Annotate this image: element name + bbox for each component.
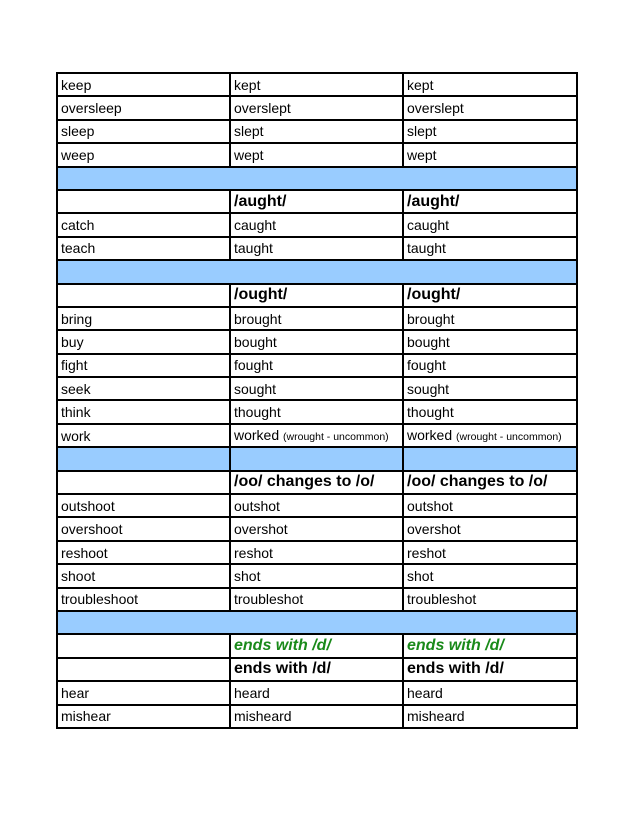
base-form-cell bbox=[57, 517, 230, 540]
cell-text: shot bbox=[407, 567, 434, 584]
base-form-cell bbox=[57, 377, 230, 400]
past-participle-cell bbox=[403, 541, 577, 564]
cell-text: mishear bbox=[61, 708, 111, 725]
past-participle-cell bbox=[403, 705, 577, 728]
past-simple-cell bbox=[230, 190, 403, 213]
past-simple-cell bbox=[230, 471, 403, 494]
cell-text: bring bbox=[61, 310, 93, 327]
verb-row bbox=[57, 73, 577, 96]
cell-text: thought bbox=[234, 404, 281, 421]
past-simple-cell bbox=[230, 307, 403, 330]
cell-text: slept bbox=[407, 123, 437, 140]
cell-text: misheard bbox=[407, 708, 465, 725]
cell-text: teach bbox=[61, 240, 96, 257]
cell-text: ends with /d/ bbox=[234, 660, 331, 678]
separator-cell bbox=[57, 260, 577, 283]
base-form-cell bbox=[57, 681, 230, 704]
cell-text: troubleshoot bbox=[61, 591, 139, 608]
verb-row bbox=[57, 424, 577, 447]
base-form-cell bbox=[57, 73, 230, 96]
usage-note: (wrought - uncommon) bbox=[456, 430, 562, 443]
base-form-cell bbox=[57, 330, 230, 353]
cell-text: /aught/ bbox=[234, 192, 287, 210]
past-simple-cell bbox=[230, 213, 403, 236]
cell-text: kept bbox=[407, 76, 434, 93]
verb-row bbox=[57, 564, 577, 587]
cell-text: think bbox=[61, 404, 91, 421]
cell-text: taught bbox=[407, 240, 446, 257]
cell-text: hear bbox=[61, 684, 90, 701]
verb-row bbox=[57, 588, 577, 611]
cell-text: overshot bbox=[234, 521, 288, 538]
past-participle-cell bbox=[403, 681, 577, 704]
past-simple-cell bbox=[230, 120, 403, 143]
past-simple-cell bbox=[230, 517, 403, 540]
verb-row bbox=[57, 143, 577, 166]
past-simple-cell bbox=[230, 96, 403, 119]
base-form-cell bbox=[57, 96, 230, 119]
base-form-cell bbox=[57, 237, 230, 260]
cell-text: /aught/ bbox=[407, 192, 460, 210]
past-participle-cell bbox=[403, 143, 577, 166]
cell-text: work bbox=[61, 427, 91, 444]
past-participle-cell bbox=[403, 471, 577, 494]
verb-row bbox=[57, 541, 577, 564]
cell-text: reshot bbox=[234, 544, 273, 561]
past-participle-cell bbox=[403, 237, 577, 260]
cell-text: brought bbox=[234, 310, 282, 327]
cell-text: sleep bbox=[61, 123, 95, 140]
base-form-cell bbox=[57, 634, 230, 657]
base-form-cell bbox=[57, 284, 230, 307]
base-form-cell bbox=[57, 658, 230, 681]
base-form-cell bbox=[57, 190, 230, 213]
cell-text: ends with /d/ bbox=[234, 637, 331, 655]
past-participle-cell bbox=[403, 377, 577, 400]
cell-text: bought bbox=[407, 333, 450, 350]
base-form-cell bbox=[57, 307, 230, 330]
cell-text: ends with /d/ bbox=[407, 660, 504, 678]
cell-text: outshot bbox=[234, 497, 280, 514]
past-simple-cell bbox=[230, 377, 403, 400]
past-simple-cell bbox=[230, 494, 403, 517]
past-simple-cell bbox=[230, 658, 403, 681]
past-participle-cell bbox=[403, 588, 577, 611]
section-separator-row bbox=[57, 611, 577, 634]
cell-text: outshot bbox=[407, 497, 453, 514]
cell-text: fought bbox=[407, 357, 446, 374]
base-form-cell bbox=[57, 120, 230, 143]
past-simple-cell bbox=[230, 681, 403, 704]
past-participle-cell bbox=[403, 564, 577, 587]
past-participle-cell bbox=[403, 330, 577, 353]
past-simple-cell bbox=[230, 424, 403, 447]
pattern-header-row bbox=[57, 634, 577, 657]
past-simple-cell bbox=[230, 354, 403, 377]
cell-text: worked bbox=[407, 426, 453, 443]
base-form-cell bbox=[57, 564, 230, 587]
verb-table-body bbox=[57, 73, 577, 728]
irregular-verbs-table bbox=[56, 72, 578, 729]
verb-row bbox=[57, 237, 577, 260]
pattern-header-row bbox=[57, 658, 577, 681]
past-simple-cell bbox=[230, 237, 403, 260]
cell-text: weep bbox=[61, 146, 95, 163]
cell-text: overslept bbox=[407, 100, 464, 117]
cell-text: fought bbox=[234, 357, 273, 374]
separator-cell bbox=[230, 447, 403, 470]
separator-cell bbox=[57, 611, 577, 634]
verb-row bbox=[57, 213, 577, 236]
verb-row bbox=[57, 96, 577, 119]
verb-row bbox=[57, 354, 577, 377]
verb-row bbox=[57, 377, 577, 400]
past-participle-cell bbox=[403, 400, 577, 423]
pattern-header-row bbox=[57, 471, 577, 494]
cell-text: bought bbox=[234, 333, 277, 350]
section-separator-row bbox=[57, 260, 577, 283]
cell-text: wept bbox=[407, 146, 437, 163]
past-simple-cell bbox=[230, 143, 403, 166]
verb-row bbox=[57, 400, 577, 423]
verb-row bbox=[57, 307, 577, 330]
past-participle-cell bbox=[403, 73, 577, 96]
base-form-cell bbox=[57, 541, 230, 564]
base-form-cell bbox=[57, 471, 230, 494]
base-form-cell bbox=[57, 424, 230, 447]
section-separator-row bbox=[57, 167, 577, 190]
cell-text: shoot bbox=[61, 567, 96, 584]
cell-text: misheard bbox=[234, 708, 292, 725]
cell-text: worked bbox=[234, 426, 280, 443]
cell-text: troubleshot bbox=[407, 591, 477, 608]
verb-row bbox=[57, 705, 577, 728]
cell-text: caught bbox=[407, 217, 450, 234]
past-simple-cell bbox=[230, 330, 403, 353]
past-participle-cell bbox=[403, 354, 577, 377]
cell-text: heard bbox=[234, 684, 270, 701]
cell-text: oversleep bbox=[61, 100, 122, 117]
cell-text: kept bbox=[234, 76, 261, 93]
past-simple-cell bbox=[230, 284, 403, 307]
past-participle-cell bbox=[403, 213, 577, 236]
verb-row bbox=[57, 494, 577, 517]
verb-row bbox=[57, 517, 577, 540]
cell-text: /ought/ bbox=[407, 286, 461, 304]
past-simple-cell bbox=[230, 400, 403, 423]
cell-text: shot bbox=[234, 567, 261, 584]
separator-cell bbox=[403, 447, 577, 470]
cell-text: /ought/ bbox=[234, 286, 288, 304]
cell-text: brought bbox=[407, 310, 455, 327]
past-simple-cell bbox=[230, 705, 403, 728]
pattern-header-row bbox=[57, 284, 577, 307]
verb-row bbox=[57, 681, 577, 704]
past-participle-cell bbox=[403, 190, 577, 213]
cell-text: thought bbox=[407, 404, 454, 421]
usage-note: (wrought - uncommon) bbox=[283, 430, 389, 443]
base-form-cell bbox=[57, 354, 230, 377]
cell-text: outshoot bbox=[61, 497, 115, 514]
cell-text: /oo/ changes to /o/ bbox=[234, 473, 375, 491]
past-simple-cell bbox=[230, 541, 403, 564]
past-participle-cell bbox=[403, 96, 577, 119]
past-simple-cell bbox=[230, 564, 403, 587]
separator-cell bbox=[57, 447, 230, 470]
cell-text: ends with /d/ bbox=[407, 637, 504, 655]
past-simple-cell bbox=[230, 73, 403, 96]
cell-text: seek bbox=[61, 380, 91, 397]
past-participle-cell bbox=[403, 424, 577, 447]
past-simple-cell bbox=[230, 588, 403, 611]
cell-text: reshot bbox=[407, 544, 446, 561]
past-simple-cell bbox=[230, 634, 403, 657]
base-form-cell bbox=[57, 143, 230, 166]
cell-text: troubleshot bbox=[234, 591, 304, 608]
section-separator-row bbox=[57, 447, 577, 470]
base-form-cell bbox=[57, 705, 230, 728]
cell-text: overshot bbox=[407, 521, 461, 538]
past-participle-cell bbox=[403, 517, 577, 540]
cell-text: taught bbox=[234, 240, 273, 257]
cell-text: /oo/ changes to /o/ bbox=[407, 473, 548, 491]
past-participle-cell bbox=[403, 307, 577, 330]
past-participle-cell bbox=[403, 494, 577, 517]
past-participle-cell bbox=[403, 284, 577, 307]
base-form-cell bbox=[57, 588, 230, 611]
past-participle-cell bbox=[403, 634, 577, 657]
cell-text: fight bbox=[61, 357, 88, 374]
cell-text: caught bbox=[234, 217, 277, 234]
past-participle-cell bbox=[403, 658, 577, 681]
cell-text: reshoot bbox=[61, 544, 108, 561]
past-participle-cell bbox=[403, 120, 577, 143]
base-form-cell bbox=[57, 213, 230, 236]
cell-text: wept bbox=[234, 146, 264, 163]
cell-text: overslept bbox=[234, 100, 291, 117]
verb-row bbox=[57, 330, 577, 353]
base-form-cell bbox=[57, 400, 230, 423]
cell-text: catch bbox=[61, 217, 95, 234]
cell-text: buy bbox=[61, 333, 84, 350]
cell-text: keep bbox=[61, 76, 92, 93]
cell-text: slept bbox=[234, 123, 264, 140]
separator-cell bbox=[57, 167, 577, 190]
cell-text: overshoot bbox=[61, 521, 123, 538]
cell-text: heard bbox=[407, 684, 443, 701]
base-form-cell bbox=[57, 494, 230, 517]
cell-text: sought bbox=[234, 380, 277, 397]
cell-text: sought bbox=[407, 380, 450, 397]
pattern-header-row bbox=[57, 190, 577, 213]
verb-row bbox=[57, 120, 577, 143]
